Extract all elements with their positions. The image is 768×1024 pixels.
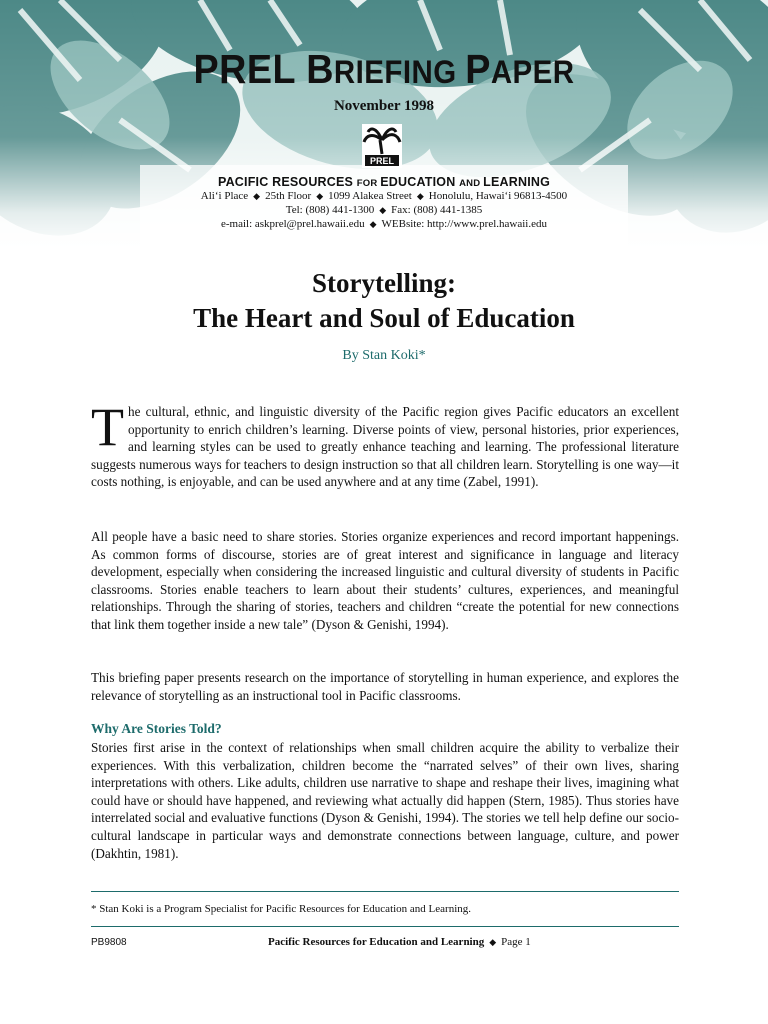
phone-fax-line: Tel: (808) 441-1300 ◆ Fax: (808) 441-1385 [285, 204, 483, 216]
footnote-divider [91, 891, 679, 892]
address-line: Ali‘i Place ◆ 25th Floor ◆ 1099 Alakea Street ◆ Honolulu, Hawai‘i 96813-4500 [200, 190, 568, 202]
organization-name: PACIFIC RESOURCES FOR EDUCATION AND LEARNING [217, 175, 551, 189]
author-footnote: * Stan Koki is a Program Specialist for Pacific Resources for Education and Learning. [91, 903, 472, 915]
section-heading: Why Are Stories Told? [91, 721, 222, 736]
article-title: Storytelling: The Heart and Soul of Education [193, 268, 575, 333]
email-web-line: e-mail: askprel@prel.hawaii.edu ◆ WEBsite: http://www.prel.hawaii.edu [220, 218, 547, 230]
prel-palm-logo-icon [362, 124, 402, 168]
paragraph-1: The cultural, ethnic, and linguistic diversity of the Pacific region gives Pacific educators an excellent opportunity to enrich children’s learning. Diverse points of view, personal histories, prior experiences, and learning styles can be used to greatly enhance teaching and learning. The professional literature suggests numerous ways for teachers to design instruction so that all children learn. Storytelling is one way—it costs nothing, is enjoyable, and can be used anywhere and at any time (Zabel, 1991). [91, 397, 679, 490]
publication-date: November 1998 [333, 98, 435, 114]
author-byline: By Stan Koki* [342, 348, 426, 363]
document-code: PB9808 [91, 937, 127, 948]
paragraph-3: This briefing paper presents research on the importance of storytelling in human experience, and explores the relevance of storytelling as an instructional tool in Pacific classrooms. [91, 670, 679, 703]
website-link[interactable]: WEBsite: http://www.prel.hawaii.edu [381, 218, 547, 230]
drop-cap: T [91, 397, 124, 457]
svg-text:PREL: PREL [369, 156, 395, 166]
footer-text: Pacific Resources for Education and Learning ◆ Page 1 [268, 936, 531, 948]
masthead [0, 45, 768, 115]
paragraph-4: Stories first arise in the context of relationships when small children acquire the ability to verbalize their experiences. With this verbalization, children become the “narrated selves” of their own lives, sharing interpretations with others. Like adults, children use narrative to shape and reshape their lives, imagining what could have or should have happened, and reviewing what actually did happen (Stern, 1985). Thus stories have interrelated social and evaluative functions (Dyson & Genishi, 1994). The stories we tell help define our socio-cultural landscape in particular ways and demonstrate connections between language, culture, and power (Dakhtin, 1981). [91, 740, 679, 861]
publication-title: PREL BRIEFING PAPER [193, 46, 575, 92]
footer-divider [91, 926, 679, 927]
email-link[interactable]: e-mail: askprel@prel.hawaii.edu [220, 218, 365, 230]
paragraph-2: All people have a basic need to share stories. Stories organize experiences and record important happenings. As common forms of discourse, stories are of great interest and significance in language and literacy development, especially when considering the increased linguistic and cultural diversity of students in Pacific classrooms. Stories enable teachers to learn about their students’ cultures, experiences, and meaningful relationships. Through the sharing of stories, teachers and children “create the potential for new connections that link them together inside a new tale” (Dyson & Genishi, 1994). [91, 529, 679, 632]
page-number: Page 1 [501, 936, 531, 948]
